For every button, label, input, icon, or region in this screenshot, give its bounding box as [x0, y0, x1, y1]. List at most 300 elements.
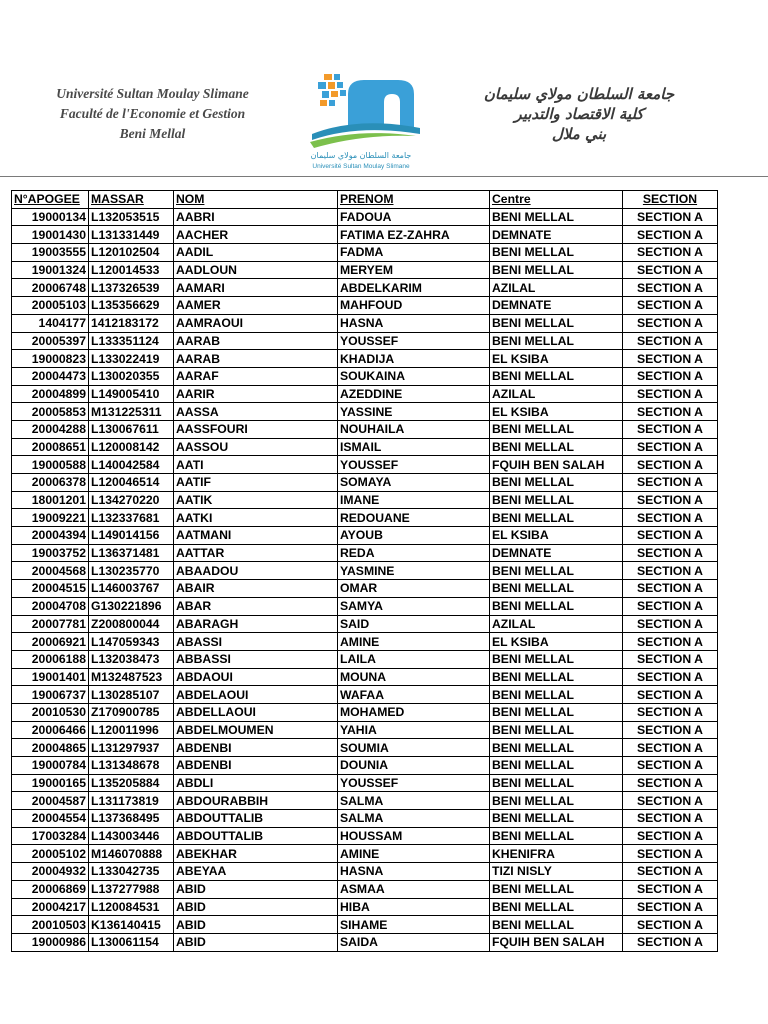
cell-nom: ABDELLAOUI: [174, 703, 338, 721]
cell-prenom: HASNA: [338, 863, 490, 881]
cell-massar: K136140415: [89, 916, 174, 934]
cell-nom: ABEYAA: [174, 863, 338, 881]
cell-massar: Z170900785: [89, 703, 174, 721]
cell-massar: M131225311: [89, 403, 174, 421]
cell-apogee: 20010530: [12, 703, 89, 721]
cell-massar: L146003767: [89, 580, 174, 598]
cell-centre: BENI MELLAL: [490, 880, 623, 898]
cell-nom: AAMRAOUI: [174, 314, 338, 332]
table-row: [12, 261, 718, 279]
cell-centre: BENI MELLAL: [490, 739, 623, 757]
university-name-arabic: [470, 84, 688, 144]
cell-massar: L120011996: [89, 721, 174, 739]
cell-prenom: HOUSSAM: [338, 827, 490, 845]
cell-nom: AAMARI: [174, 279, 338, 297]
cell-section: SECTION A: [623, 686, 718, 704]
col-header-apogee: N°APOGEE: [12, 191, 89, 209]
cell-section: SECTION A: [623, 491, 718, 509]
fr-line-city: Beni Mellal: [119, 126, 186, 141]
table-header-row: [12, 191, 718, 209]
cell-centre: BENI MELLAL: [490, 261, 623, 279]
cell-section: SECTION A: [623, 774, 718, 792]
col-header-massar: MASSAR: [89, 191, 174, 209]
cell-massar: L132053515: [89, 208, 174, 226]
table-row: [12, 810, 718, 828]
cell-nom: AATKI: [174, 509, 338, 527]
cell-apogee: 20010503: [12, 916, 89, 934]
cell-apogee: 20005102: [12, 845, 89, 863]
table-row: [12, 226, 718, 244]
logo-arch: [348, 80, 414, 130]
cell-nom: AARAF: [174, 367, 338, 385]
cell-prenom: YOUSSEF: [338, 456, 490, 474]
cell-apogee: 1404177: [12, 314, 89, 332]
table-row: [12, 544, 718, 562]
cell-prenom: ISMAIL: [338, 438, 490, 456]
cell-section: SECTION A: [623, 810, 718, 828]
cell-massar: L149014156: [89, 527, 174, 545]
cell-centre: BENI MELLAL: [490, 916, 623, 934]
cell-prenom: MOHAMED: [338, 703, 490, 721]
cell-prenom: ASMAA: [338, 880, 490, 898]
cell-nom: AASSFOURI: [174, 420, 338, 438]
cell-nom: AAMER: [174, 297, 338, 315]
table-body: [12, 208, 718, 951]
cell-apogee: 20005103: [12, 297, 89, 315]
table-row: [12, 420, 718, 438]
cell-nom: ABEKHAR: [174, 845, 338, 863]
university-name-french: [40, 84, 265, 144]
cell-section: SECTION A: [623, 580, 718, 598]
cell-centre: EL KSIBA: [490, 403, 623, 421]
cell-prenom: REDA: [338, 544, 490, 562]
table-row: [12, 580, 718, 598]
table-row: [12, 668, 718, 686]
cell-prenom: YOUSSEF: [338, 774, 490, 792]
table-row: [12, 562, 718, 580]
cell-section: SECTION A: [623, 332, 718, 350]
cell-centre: AZILAL: [490, 385, 623, 403]
cell-nom: ABDAOUI: [174, 668, 338, 686]
cell-centre: BENI MELLAL: [490, 491, 623, 509]
cell-massar: L149005410: [89, 385, 174, 403]
cell-apogee: 20004865: [12, 739, 89, 757]
cell-prenom: YAHIA: [338, 721, 490, 739]
cell-prenom: AMINE: [338, 845, 490, 863]
cell-centre: EL KSIBA: [490, 633, 623, 651]
cell-centre: BENI MELLAL: [490, 827, 623, 845]
cell-prenom: NOUHAILA: [338, 420, 490, 438]
table-row: [12, 721, 718, 739]
cell-prenom: SOUMIA: [338, 739, 490, 757]
cell-prenom: YASSINE: [338, 403, 490, 421]
cell-centre: BENI MELLAL: [490, 774, 623, 792]
cell-prenom: SALMA: [338, 810, 490, 828]
cell-centre: KHENIFRA: [490, 845, 623, 863]
cell-massar: G130221896: [89, 597, 174, 615]
cell-section: SECTION A: [623, 208, 718, 226]
cell-apogee: 20006378: [12, 474, 89, 492]
table-row: [12, 916, 718, 934]
cell-section: SECTION A: [623, 420, 718, 438]
table-row: [12, 880, 718, 898]
cell-section: SECTION A: [623, 757, 718, 775]
table-row: [12, 845, 718, 863]
cell-section: SECTION A: [623, 668, 718, 686]
cell-section: SECTION A: [623, 226, 718, 244]
cell-apogee: 19001430: [12, 226, 89, 244]
cell-apogee: 20004288: [12, 420, 89, 438]
cell-apogee: 20004568: [12, 562, 89, 580]
cell-nom: ABDOURABBIH: [174, 792, 338, 810]
cell-centre: BENI MELLAL: [490, 244, 623, 262]
cell-centre: BENI MELLAL: [490, 438, 623, 456]
cell-nom: AATIF: [174, 474, 338, 492]
col-header-centre: Centre: [490, 191, 623, 209]
cell-section: SECTION A: [623, 633, 718, 651]
cell-prenom: OMAR: [338, 580, 490, 598]
table-row: [12, 403, 718, 421]
table-row: [12, 332, 718, 350]
table-row: [12, 792, 718, 810]
cell-nom: AABRI: [174, 208, 338, 226]
cell-apogee: 19009221: [12, 509, 89, 527]
cell-apogee: 20004515: [12, 580, 89, 598]
ar-line-university: جامعة السلطان مولاي سليمان: [483, 85, 675, 103]
table-row: [12, 208, 718, 226]
cell-massar: L140042584: [89, 456, 174, 474]
fr-line-faculty: Faculté de l'Economie et Gestion: [59, 106, 246, 121]
cell-nom: AADIL: [174, 244, 338, 262]
cell-nom: AASSOU: [174, 438, 338, 456]
cell-section: SECTION A: [623, 279, 718, 297]
cell-nom: ABID: [174, 933, 338, 951]
cell-section: SECTION A: [623, 385, 718, 403]
cell-section: SECTION A: [623, 721, 718, 739]
table-row: [12, 933, 718, 951]
cell-centre: FQUIH BEN SALAH: [490, 933, 623, 951]
table-row: [12, 438, 718, 456]
students-table: [11, 190, 718, 952]
cell-centre: BENI MELLAL: [490, 668, 623, 686]
cell-apogee: 20006466: [12, 721, 89, 739]
cell-section: SECTION A: [623, 297, 718, 315]
cell-section: SECTION A: [623, 544, 718, 562]
table-row: [12, 527, 718, 545]
cell-massar: L137368495: [89, 810, 174, 828]
cell-section: SECTION A: [623, 314, 718, 332]
cell-apogee: 19000823: [12, 350, 89, 368]
cell-massar: L143003446: [89, 827, 174, 845]
cell-centre: BENI MELLAL: [490, 474, 623, 492]
cell-massar: L130285107: [89, 686, 174, 704]
cell-massar: L131297937: [89, 739, 174, 757]
table-row: [12, 633, 718, 651]
cell-massar: L132038473: [89, 650, 174, 668]
cell-nom: ABARAGH: [174, 615, 338, 633]
table-row: [12, 774, 718, 792]
cell-nom: AADLOUN: [174, 261, 338, 279]
cell-massar: M146070888: [89, 845, 174, 863]
ar-line-faculty: كلية الاقتصاد والتدبير: [514, 105, 644, 123]
cell-section: SECTION A: [623, 933, 718, 951]
cell-centre: TIZI NISLY: [490, 863, 623, 881]
cell-section: SECTION A: [623, 863, 718, 881]
cell-section: SECTION A: [623, 509, 718, 527]
cell-massar: L134270220: [89, 491, 174, 509]
logo-squares: [318, 74, 346, 106]
cell-nom: ABAR: [174, 597, 338, 615]
cell-prenom: IMANE: [338, 491, 490, 509]
cell-nom: ABDELMOUMEN: [174, 721, 338, 739]
cell-apogee: 20007781: [12, 615, 89, 633]
cell-apogee: 20006188: [12, 650, 89, 668]
table-row: [12, 898, 718, 916]
col-header-section: SECTION: [623, 191, 718, 209]
table-row: [12, 297, 718, 315]
cell-centre: BENI MELLAL: [490, 792, 623, 810]
cell-nom: ABID: [174, 898, 338, 916]
cell-section: SECTION A: [623, 527, 718, 545]
cell-massar: L130020355: [89, 367, 174, 385]
table-row: [12, 650, 718, 668]
table-row: [12, 491, 718, 509]
cell-nom: ABID: [174, 916, 338, 934]
cell-centre: BENI MELLAL: [490, 686, 623, 704]
cell-centre: BENI MELLAL: [490, 597, 623, 615]
cell-apogee: 20005853: [12, 403, 89, 421]
cell-nom: ABBASSI: [174, 650, 338, 668]
cell-massar: L137277988: [89, 880, 174, 898]
table-row: [12, 367, 718, 385]
cell-nom: AARIR: [174, 385, 338, 403]
cell-nom: AATTAR: [174, 544, 338, 562]
cell-prenom: MERYEM: [338, 261, 490, 279]
cell-apogee: 20004708: [12, 597, 89, 615]
cell-prenom: ABDELKARIM: [338, 279, 490, 297]
cell-prenom: FADOUA: [338, 208, 490, 226]
cell-apogee: 19003752: [12, 544, 89, 562]
header-divider: [0, 176, 768, 177]
cell-apogee: 20005397: [12, 332, 89, 350]
cell-centre: BENI MELLAL: [490, 810, 623, 828]
cell-massar: L135356629: [89, 297, 174, 315]
document-header: [0, 0, 768, 180]
cell-section: SECTION A: [623, 845, 718, 863]
cell-prenom: AYOUB: [338, 527, 490, 545]
cell-prenom: SOMAYA: [338, 474, 490, 492]
cell-nom: AATMANI: [174, 527, 338, 545]
cell-nom: AATIK: [174, 491, 338, 509]
cell-massar: L131331449: [89, 226, 174, 244]
cell-prenom: SIHAME: [338, 916, 490, 934]
cell-apogee: 19000588: [12, 456, 89, 474]
cell-prenom: SALMA: [338, 792, 490, 810]
cell-nom: ABID: [174, 880, 338, 898]
cell-massar: L133022419: [89, 350, 174, 368]
cell-nom: ABDOUTTALIB: [174, 827, 338, 845]
cell-centre: AZILAL: [490, 615, 623, 633]
cell-apogee: 20008651: [12, 438, 89, 456]
cell-centre: DEMNATE: [490, 297, 623, 315]
cell-nom: AARAB: [174, 350, 338, 368]
cell-nom: AASSA: [174, 403, 338, 421]
cell-section: SECTION A: [623, 650, 718, 668]
col-header-nom: NOM: [174, 191, 338, 209]
cell-centre: BENI MELLAL: [490, 332, 623, 350]
table-row: [12, 314, 718, 332]
cell-apogee: 20006748: [12, 279, 89, 297]
cell-prenom: HASNA: [338, 314, 490, 332]
cell-prenom: SAMYA: [338, 597, 490, 615]
cell-centre: BENI MELLAL: [490, 580, 623, 598]
cell-prenom: HIBA: [338, 898, 490, 916]
cell-massar: L132337681: [89, 509, 174, 527]
cell-centre: BENI MELLAL: [490, 650, 623, 668]
cell-apogee: 19001401: [12, 668, 89, 686]
cell-nom: ABAADOU: [174, 562, 338, 580]
cell-section: SECTION A: [623, 350, 718, 368]
cell-massar: Z200800044: [89, 615, 174, 633]
cell-section: SECTION A: [623, 703, 718, 721]
cell-apogee: 19001324: [12, 261, 89, 279]
cell-section: SECTION A: [623, 456, 718, 474]
cell-section: SECTION A: [623, 792, 718, 810]
table-row: [12, 279, 718, 297]
cell-apogee: 19003555: [12, 244, 89, 262]
cell-massar: L131348678: [89, 757, 174, 775]
cell-centre: BENI MELLAL: [490, 721, 623, 739]
cell-centre: BENI MELLAL: [490, 314, 623, 332]
cell-massar: 1412183172: [89, 314, 174, 332]
cell-massar: L130061154: [89, 933, 174, 951]
cell-massar: L120014533: [89, 261, 174, 279]
cell-massar: L120046514: [89, 474, 174, 492]
cell-apogee: 20004899: [12, 385, 89, 403]
cell-apogee: 20006869: [12, 880, 89, 898]
cell-apogee: 19000986: [12, 933, 89, 951]
cell-massar: L147059343: [89, 633, 174, 651]
cell-prenom: SAIDA: [338, 933, 490, 951]
cell-centre: BENI MELLAL: [490, 420, 623, 438]
cell-apogee: 20006921: [12, 633, 89, 651]
cell-apogee: 19006737: [12, 686, 89, 704]
table-row: [12, 827, 718, 845]
cell-massar: L133351124: [89, 332, 174, 350]
cell-centre: BENI MELLAL: [490, 208, 623, 226]
cell-apogee: 18001201: [12, 491, 89, 509]
cell-centre: DEMNATE: [490, 226, 623, 244]
col-header-prenom: PRENOM: [338, 191, 490, 209]
cell-nom: ABAIR: [174, 580, 338, 598]
cell-centre: BENI MELLAL: [490, 757, 623, 775]
table-row: [12, 703, 718, 721]
table-row: [12, 385, 718, 403]
table-row: [12, 244, 718, 262]
cell-massar: L120084531: [89, 898, 174, 916]
cell-section: SECTION A: [623, 474, 718, 492]
cell-massar: L130067611: [89, 420, 174, 438]
cell-nom: ABDENBI: [174, 757, 338, 775]
cell-centre: BENI MELLAL: [490, 367, 623, 385]
cell-centre: EL KSIBA: [490, 527, 623, 545]
cell-prenom: YOUSSEF: [338, 332, 490, 350]
cell-section: SECTION A: [623, 916, 718, 934]
logo-french-caption: Université Sultan Moulay Slimane: [312, 163, 410, 170]
cell-prenom: AMINE: [338, 633, 490, 651]
cell-section: SECTION A: [623, 880, 718, 898]
university-logo: [288, 72, 434, 172]
cell-massar: M132487523: [89, 668, 174, 686]
cell-section: SECTION A: [623, 403, 718, 421]
cell-prenom: FATIMA EZ-ZAHRA: [338, 226, 490, 244]
table-row: [12, 350, 718, 368]
cell-massar: L137326539: [89, 279, 174, 297]
table-row: [12, 474, 718, 492]
cell-centre: FQUIH BEN SALAH: [490, 456, 623, 474]
cell-apogee: 20004473: [12, 367, 89, 385]
cell-centre: EL KSIBA: [490, 350, 623, 368]
cell-apogee: 19000784: [12, 757, 89, 775]
cell-section: SECTION A: [623, 597, 718, 615]
cell-prenom: DOUNIA: [338, 757, 490, 775]
cell-massar: L131173819: [89, 792, 174, 810]
cell-apogee: 19000165: [12, 774, 89, 792]
cell-apogee: 20004587: [12, 792, 89, 810]
cell-massar: L120008142: [89, 438, 174, 456]
cell-massar: L136371481: [89, 544, 174, 562]
cell-centre: BENI MELLAL: [490, 898, 623, 916]
table-row: [12, 863, 718, 881]
table-row: [12, 686, 718, 704]
cell-section: SECTION A: [623, 367, 718, 385]
cell-massar: L135205884: [89, 774, 174, 792]
cell-nom: AACHER: [174, 226, 338, 244]
cell-apogee: 20004217: [12, 898, 89, 916]
cell-prenom: REDOUANE: [338, 509, 490, 527]
cell-nom: ABDELAOUI: [174, 686, 338, 704]
table-row: [12, 456, 718, 474]
cell-massar: L130235770: [89, 562, 174, 580]
table-row: [12, 597, 718, 615]
cell-nom: ABDLI: [174, 774, 338, 792]
cell-prenom: YASMINE: [338, 562, 490, 580]
table-row: [12, 509, 718, 527]
cell-prenom: LAILA: [338, 650, 490, 668]
cell-nom: ABASSI: [174, 633, 338, 651]
logo-arabic-caption: جامعة السلطان مولاي سليمان: [310, 151, 412, 160]
cell-prenom: MAHFOUD: [338, 297, 490, 315]
cell-prenom: WAFAA: [338, 686, 490, 704]
table-row: [12, 757, 718, 775]
cell-apogee: 20004554: [12, 810, 89, 828]
cell-section: SECTION A: [623, 898, 718, 916]
cell-massar: L120102504: [89, 244, 174, 262]
table-row: [12, 615, 718, 633]
cell-section: SECTION A: [623, 615, 718, 633]
cell-prenom: SOUKAINA: [338, 367, 490, 385]
cell-massar: L133042735: [89, 863, 174, 881]
ar-line-city: بني ملال: [551, 125, 607, 143]
fr-line-university: Université Sultan Moulay Slimane: [56, 86, 249, 101]
cell-nom: AARAB: [174, 332, 338, 350]
cell-section: SECTION A: [623, 244, 718, 262]
cell-prenom: AZEDDINE: [338, 385, 490, 403]
cell-prenom: MOUNA: [338, 668, 490, 686]
cell-apogee: 20004932: [12, 863, 89, 881]
cell-section: SECTION A: [623, 438, 718, 456]
cell-nom: ABDOUTTALIB: [174, 810, 338, 828]
